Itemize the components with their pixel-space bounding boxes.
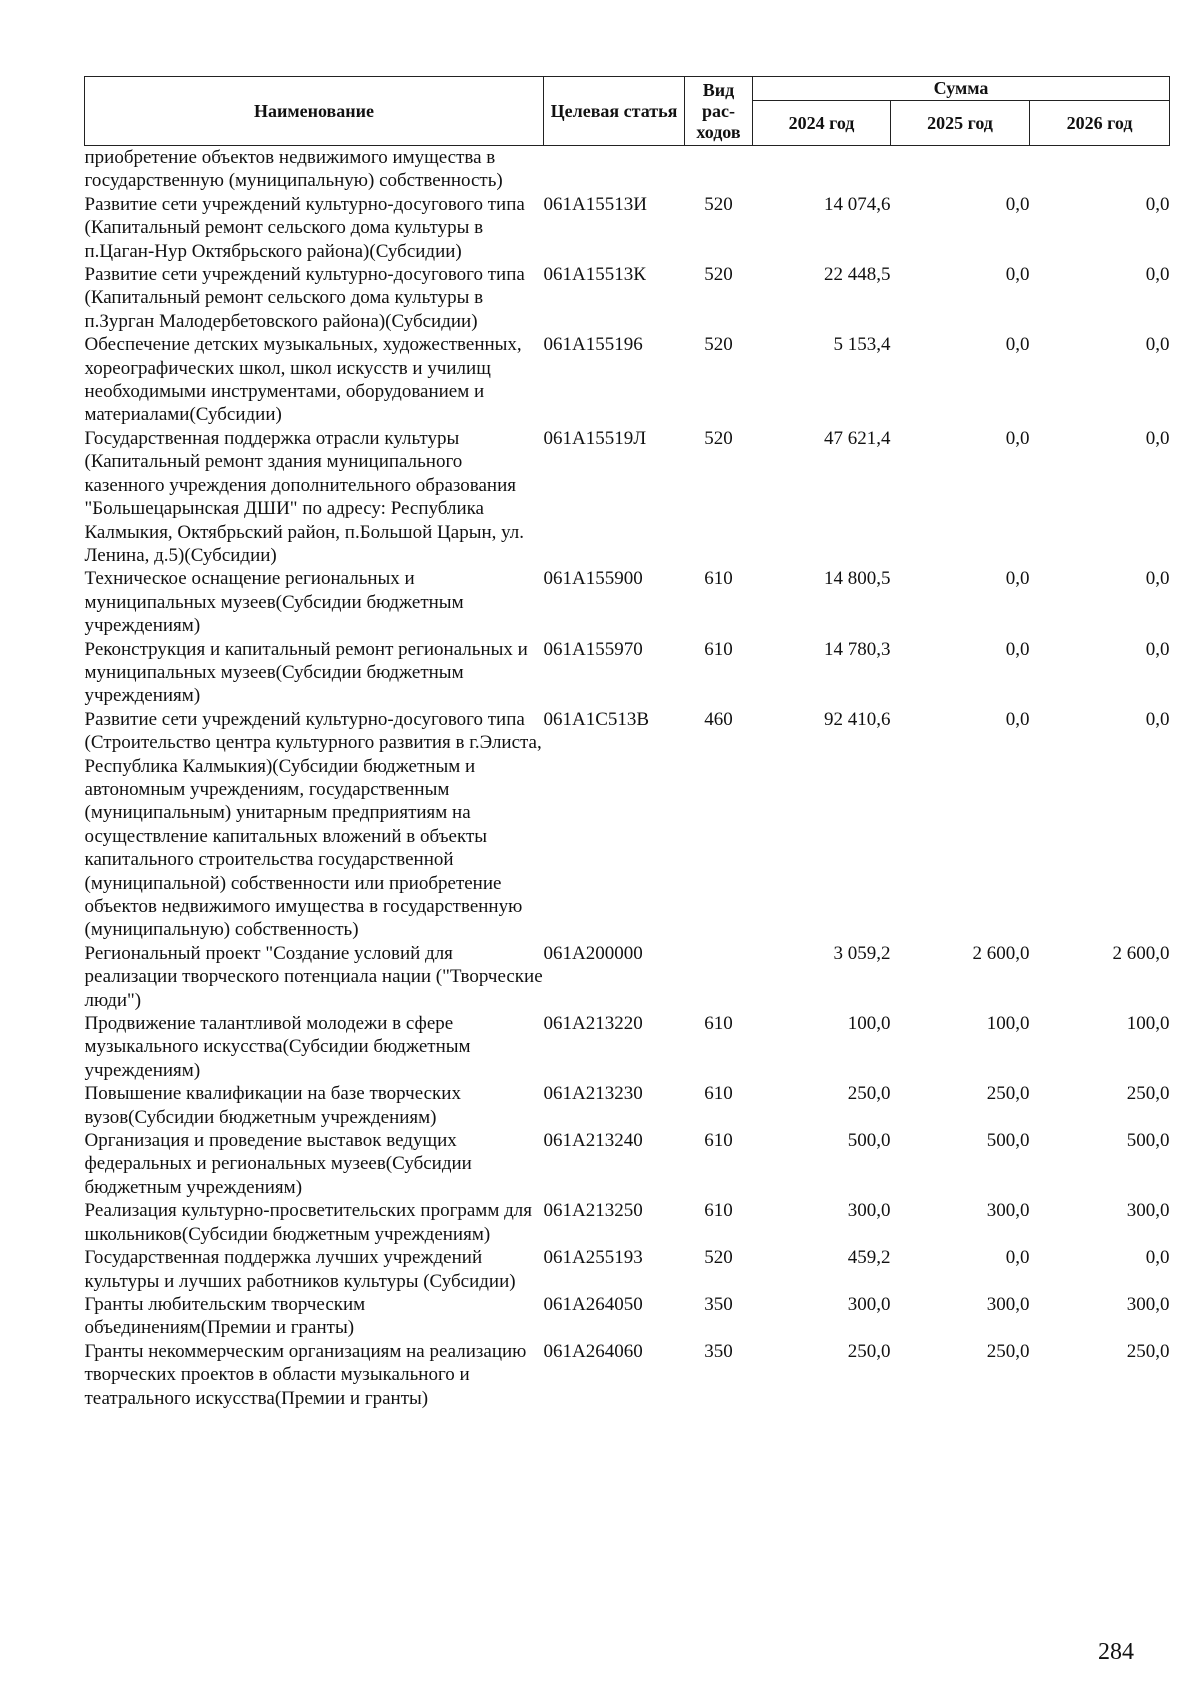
row-target-article: 061А15519Л [543, 427, 647, 449]
row-expense-type [685, 942, 753, 1012]
header-year-2026: 2026 год [1030, 101, 1170, 146]
row-sum-2026: 500,0 [1126, 1130, 1170, 1152]
row-target-article: 061А264050 [543, 1293, 643, 1315]
row-name: Гранты некоммерческим организациям на реализацию творческих проектов в области музыкального и театрального искусства(Премии и гранты) [84, 1340, 527, 1409]
row-target-article: 061А155970 [543, 638, 643, 660]
page-number: 284 [1098, 1639, 1134, 1665]
row-sum-2025: 0,0 [1005, 264, 1030, 286]
row-expense-type: 610 [704, 638, 733, 660]
row-name: Реконструкция и капитальный ремонт региональных и муниципальных музеев(Субсидии бюджетным учреждениям) [84, 638, 528, 707]
header-name: Наименование [85, 77, 544, 146]
row-sum-2026: 100,0 [1126, 1013, 1170, 1035]
row-target-article: 061А255193 [543, 1247, 643, 1269]
table-row [85, 1082, 1170, 1129]
header-expense-type: Вид рас-ходов [685, 77, 753, 146]
row-target-article: 061А200000 [543, 942, 643, 964]
row-sum-2026: 250,0 [1126, 1340, 1170, 1362]
header-year-2024: 2024 год [753, 101, 891, 146]
row-sum-2026: 300,0 [1126, 1200, 1170, 1222]
table-row [85, 1129, 1170, 1199]
row-sum-2026: 300,0 [1126, 1293, 1170, 1315]
row-name: Повышение квалификации на базе творческих вузов(Субсидии бюджетным учреждениям) [84, 1083, 461, 1128]
row-target-article: 061А213230 [543, 1083, 643, 1105]
row-sum-2025: 0,0 [1005, 427, 1030, 449]
table-row [85, 1246, 1170, 1293]
row-sum-2026: 0,0 [1145, 708, 1170, 730]
row-target-article: 061А1С513В [543, 708, 650, 730]
row-sum-2024: 300,0 [847, 1200, 891, 1222]
row-sum-2025: 250,0 [986, 1340, 1030, 1362]
row-expense-type: 350 [704, 1293, 733, 1315]
row-sum-2025: 0,0 [1005, 193, 1030, 215]
row-expense-type: 520 [704, 193, 733, 215]
row-sum-2026: 2 600,0 [1112, 942, 1170, 964]
table-row [85, 146, 1170, 193]
row-sum-2025: 300,0 [986, 1200, 1030, 1222]
header-code: Целевая статья [544, 77, 685, 146]
row-sum-2025: 100,0 [986, 1013, 1030, 1035]
row-sum-2026: 0,0 [1145, 638, 1170, 660]
row-sum-2024: 47 621,4 [824, 427, 891, 449]
row-sum-2026: 0,0 [1145, 264, 1170, 286]
row-sum-2024: 5 153,4 [833, 334, 891, 356]
table-body [85, 146, 1170, 1410]
row-target-article: 061А213220 [543, 1013, 643, 1035]
table-header [85, 77, 1170, 146]
row-expense-type: 520 [704, 334, 733, 356]
row-target-article: 061А15513И [543, 193, 647, 215]
row-sum-2024: 250,0 [847, 1340, 891, 1362]
row-target-article: 061А264060 [543, 1340, 643, 1362]
row-sum-2024: 250,0 [847, 1083, 891, 1105]
row-name: Развитие сети учреждений культурно-досугового типа (Капитальный ремонт сельского дома культуры в п.Зурган Малодербетовского района)(Субсидии) [84, 264, 525, 332]
row-expense-type: 520 [704, 427, 733, 449]
row-name: Продвижение талантливой молодежи в сфере музыкального искусства(Субсидии бюджетным учреждениям) [84, 1013, 471, 1081]
row-sum-2025: 0,0 [1005, 334, 1030, 356]
row-sum-2024: 3 059,2 [833, 942, 891, 964]
row-sum-2025: 0,0 [1005, 1247, 1030, 1269]
row-sum-2026: 250,0 [1126, 1083, 1170, 1105]
row-sum-2026 [1030, 146, 1170, 193]
row-name: Техническое оснащение региональных и муниципальных музеев(Субсидии бюджетным учреждениям) [84, 568, 464, 637]
row-expense-type: 610 [704, 1083, 733, 1105]
row-target-article: 061А155900 [543, 568, 643, 590]
row-sum-2025: 0,0 [1005, 568, 1030, 590]
table-row [85, 1340, 1170, 1410]
budget-table [84, 76, 1170, 1410]
row-target-article: 061А15513К [543, 264, 646, 286]
row-sum-2024: 14 800,5 [824, 568, 891, 590]
row-sum-2026: 0,0 [1145, 568, 1170, 590]
table-row [85, 263, 1170, 333]
row-expense-type: 610 [704, 568, 733, 590]
table-row [85, 942, 1170, 1012]
row-sum-2024: 14 074,6 [824, 193, 891, 215]
row-name: Государственная поддержка отрасли культуры (Капитальный ремонт здания муниципального казенного учреждения дополнительного образования "Большецарынская ДШИ" по адресу: Республика Калмыкия, Октябрьский район, п.Большой Царын, ул. Ленина, д.5)(Субсидии) [84, 427, 525, 566]
row-sum-2025: 300,0 [986, 1293, 1030, 1315]
row-expense-type: 350 [704, 1340, 733, 1362]
row-name: Государственная поддержка лучших учреждений культуры и лучших работников культуры (Субсидии) [84, 1247, 516, 1292]
row-sum-2024: 14 780,3 [824, 638, 891, 660]
row-sum-2024: 459,2 [847, 1247, 891, 1269]
table-row [85, 1199, 1170, 1246]
row-expense-type: 610 [704, 1013, 733, 1035]
row-sum-2025: 500,0 [986, 1130, 1030, 1152]
row-expense-type [685, 146, 753, 193]
row-name: Организация и проведение выставок ведущих федеральных и региональных музеев(Субсидии бюджетным учреждениям) [84, 1130, 472, 1198]
table-row [85, 1012, 1170, 1082]
table-row [85, 567, 1170, 637]
row-sum-2024: 100,0 [847, 1013, 891, 1035]
row-sum-2024: 500,0 [847, 1130, 891, 1152]
table-row [85, 638, 1170, 708]
row-expense-type: 610 [704, 1130, 733, 1152]
row-expense-type: 520 [704, 1247, 733, 1269]
row-sum-2026: 0,0 [1145, 334, 1170, 356]
row-sum-2024: 22 448,5 [824, 264, 891, 286]
row-expense-type: 520 [704, 264, 733, 286]
row-name: Развитие сети учреждений культурно-досугового типа (Строительство центра культурного развития в г.Элиста, Республика Калмыкия)(Субсидии бюджетным и автономным учреждениям, государственным (муниципальным) унитарным предприятиям на осуществление капитальных вложений в объекты капитального строительства государственной (муниципальной) собственности или приобретение объектов недвижимого имущества в государственную (муниципальную) собственность) [84, 708, 542, 941]
header-sum: Сумма [753, 77, 1170, 101]
row-sum-2026: 0,0 [1145, 427, 1170, 449]
row-target-article [544, 146, 685, 193]
row-sum-2024: 300,0 [847, 1293, 891, 1315]
header-year-2025: 2025 год [891, 101, 1030, 146]
row-name: Гранты любительским творческим объединениям(Премии и гранты) [84, 1293, 366, 1339]
table-row [85, 708, 1170, 942]
row-name: Региональный проект "Создание условий для реализации творческого потенциала нации ("Творческие люди") [84, 942, 543, 1011]
row-expense-type: 610 [704, 1200, 733, 1222]
table-row [85, 333, 1170, 427]
row-sum-2024: 92 410,6 [824, 708, 891, 730]
row-expense-type: 460 [704, 708, 733, 730]
row-name: Развитие сети учреждений культурно-досугового типа (Капитальный ремонт сельского дома культуры в п.Цаган-Нур Октябрьского района)(Субсидии) [84, 193, 525, 262]
row-sum-2026: 0,0 [1145, 193, 1170, 215]
row-name: приобретение объектов недвижимого имущества в государственную (муниципальную) собственность) [84, 147, 503, 192]
row-name: Реализация культурно-просветительских программ для школьников(Субсидии бюджетным учреждениям) [84, 1200, 532, 1245]
row-sum-2025: 250,0 [986, 1083, 1030, 1105]
row-target-article: 061А155196 [543, 334, 643, 356]
row-sum-2025: 0,0 [1005, 638, 1030, 660]
row-name: Обеспечение детских музыкальных, художественных, хореографических школ, школ искусств и училищ необходимыми инструментами, оборудованием и материалами(Субсидии) [84, 334, 522, 426]
row-sum-2024 [753, 146, 891, 193]
row-target-article: 061А213240 [543, 1130, 643, 1152]
table-row [85, 193, 1170, 263]
row-sum-2025: 2 600,0 [972, 942, 1030, 964]
row-sum-2026: 0,0 [1145, 1247, 1170, 1269]
table-row [85, 427, 1170, 567]
row-sum-2025 [891, 146, 1030, 193]
row-target-article: 061А213250 [543, 1200, 643, 1222]
table-row [85, 1293, 1170, 1340]
row-sum-2025: 0,0 [1005, 708, 1030, 730]
